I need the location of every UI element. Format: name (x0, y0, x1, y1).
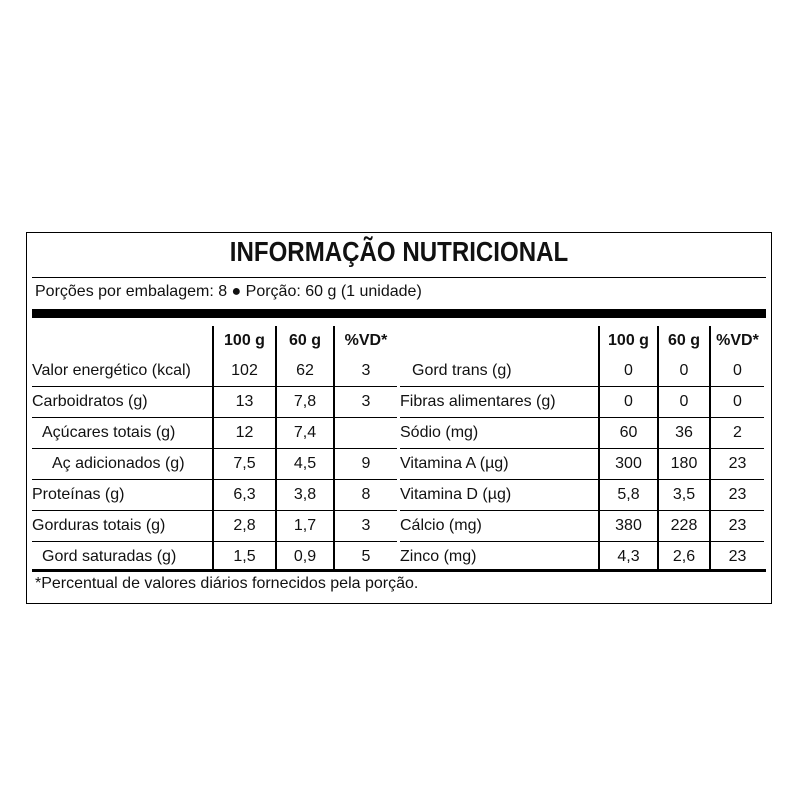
table-row (32, 449, 397, 480)
header-blank (32, 326, 213, 356)
nutrient-name: Valor energético (kcal) (32, 356, 213, 387)
nutrient-name: Vitamina A (µg) (400, 449, 599, 480)
value-vd: 5 (334, 542, 397, 573)
table-row (400, 449, 764, 480)
value-60g: 7,8 (276, 387, 334, 418)
value-100g: 102 (213, 356, 276, 387)
serving-info: Porções por embalagem: 8 ● Porção: 60 g (1 unidade) (35, 283, 422, 300)
nutrient-name: Fibras alimentares (g) (400, 387, 599, 418)
table-row (400, 418, 764, 449)
value-100g: 0 (599, 356, 658, 387)
table-header-row (400, 326, 764, 356)
value-100g: 5,8 (599, 480, 658, 511)
value-60g: 3,8 (276, 480, 334, 511)
value-60g: 7,4 (276, 418, 334, 449)
table-row (32, 356, 397, 387)
header-60g: 60 g (276, 326, 334, 356)
value-60g: 62 (276, 356, 334, 387)
value-60g: 0 (658, 387, 710, 418)
nutrient-name: Sódio (mg) (400, 418, 599, 449)
table-row (32, 418, 397, 449)
nutrient-name: Açúcares totais (g) (32, 418, 213, 449)
value-100g: 6,3 (213, 480, 276, 511)
value-vd: 0 (710, 356, 764, 387)
value-100g: 4,3 (599, 542, 658, 573)
value-vd: 3 (334, 387, 397, 418)
value-vd: 23 (710, 511, 764, 542)
nutrient-table-right (400, 326, 764, 572)
value-100g: 2,8 (213, 511, 276, 542)
value-60g: 228 (658, 511, 710, 542)
value-vd: 9 (334, 449, 397, 480)
footnote: *Percentual de valores diários fornecidos pela porção. (35, 575, 419, 592)
header-blank (400, 326, 599, 356)
table-header-row (32, 326, 397, 356)
header-100g: 100 g (213, 326, 276, 356)
value-100g: 7,5 (213, 449, 276, 480)
table-row (32, 387, 397, 418)
nutrient-name: Cálcio (mg) (400, 511, 599, 542)
table-row (400, 542, 764, 573)
table-row (400, 356, 764, 387)
table-row (400, 480, 764, 511)
value-100g: 60 (599, 418, 658, 449)
bottom-divider (32, 569, 766, 572)
header-60g: 60 g (658, 326, 710, 356)
value-100g: 12 (213, 418, 276, 449)
nutrient-name: Gord saturadas (g) (42, 548, 177, 565)
nutrient-name: Aç adicionados (g) (32, 449, 213, 480)
value-100g: 300 (599, 449, 658, 480)
value-60g: 180 (658, 449, 710, 480)
nutrient-name: Gorduras totais (g) (32, 511, 213, 542)
value-vd: 3 (334, 511, 397, 542)
value-vd: 2 (710, 418, 764, 449)
nutrient-name: Proteínas (g) (32, 480, 213, 511)
value-60g: 2,6 (658, 542, 710, 573)
header-vd: %VD* (334, 326, 397, 356)
value-vd (334, 418, 397, 449)
value-100g: 1,5 (213, 542, 276, 573)
value-vd: 8 (334, 480, 397, 511)
nutrient-name: Gord trans (g) (400, 356, 599, 387)
header-vd: %VD* (710, 326, 764, 356)
table-row (400, 387, 764, 418)
header-100g: 100 g (599, 326, 658, 356)
value-vd: 23 (710, 449, 764, 480)
value-vd: 23 (710, 480, 764, 511)
thick-divider (32, 309, 766, 318)
nutrient-name: Vitamina D (µg) (400, 480, 599, 511)
table-row (32, 480, 397, 511)
value-100g: 0 (599, 387, 658, 418)
value-60g: 0 (658, 356, 710, 387)
value-vd: 23 (710, 542, 764, 573)
nutrition-label (26, 232, 772, 604)
value-60g: 1,7 (276, 511, 334, 542)
value-vd: 0 (710, 387, 764, 418)
value-100g: 13 (213, 387, 276, 418)
label-title: INFORMAÇÃO NUTRICIONAL (229, 236, 569, 267)
table-row (32, 542, 397, 573)
table-row (32, 511, 397, 542)
title-divider (32, 277, 766, 278)
table-row (400, 511, 764, 542)
nutrient-table-left (32, 326, 397, 572)
value-60g: 0,9 (276, 542, 334, 573)
value-60g: 4,5 (276, 449, 334, 480)
nutrient-name: Carboidratos (g) (32, 387, 213, 418)
nutrient-name: Zinco (mg) (400, 548, 477, 565)
value-100g: 380 (599, 511, 658, 542)
value-60g: 3,5 (658, 480, 710, 511)
value-60g: 36 (658, 418, 710, 449)
value-vd: 3 (334, 356, 397, 387)
